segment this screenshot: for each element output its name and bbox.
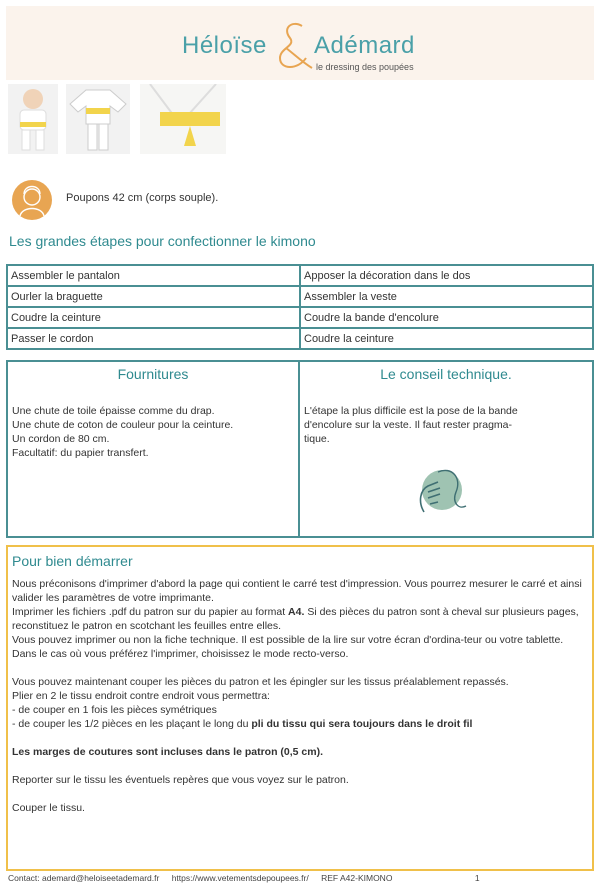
table-row [7, 265, 593, 286]
tip-line: tique. [304, 433, 330, 445]
hand-sewing-icon [408, 462, 472, 522]
footer-url[interactable]: https://www.vetementsdepoupees.fr/ [171, 873, 309, 883]
footer-ref: REF A42-KIMONO [321, 873, 393, 883]
supply-line: Une chute de toile épaisse comme du drap. [12, 405, 215, 417]
steps-table [6, 264, 594, 350]
paragraph: Plier en 2 le tissu endroit contre endroit vous permettra: [12, 690, 270, 702]
brand-name-right: Adémard [314, 32, 415, 59]
ampersand-icon [272, 18, 316, 74]
doll-photo-full [8, 84, 58, 154]
tip-title: Le conseil technique. [380, 366, 512, 382]
getting-started-title: Pour bien démarrer [12, 553, 133, 569]
table-row [7, 286, 593, 307]
text: Si des pièces du patron sont à cheval sur plusieurs pages, reconstituez le patron en scotchant les feuilles entre elles. [12, 606, 579, 632]
tip-line: L'étape la plus difficile est la pose de la bande [304, 405, 518, 417]
paragraph: - de couper en 1 fois les pièces symétriques [12, 704, 217, 716]
step-cell: Apposer la décoration dans le dos [300, 265, 593, 286]
step-cell: Ourler la braguette [7, 286, 300, 307]
table-row [7, 328, 593, 349]
supplies-box [6, 360, 300, 538]
step-cell: Passer le cordon [7, 328, 300, 349]
brand-name-left: Héloïse [182, 32, 267, 59]
step-cell: Assembler le pantalon [7, 265, 300, 286]
steps-title: Les grandes étapes pour confectionner le kimono [9, 233, 316, 249]
supply-line: Facultatif: du papier transfert. [12, 447, 149, 459]
supplies-title: Fournitures [117, 366, 189, 382]
brand-tagline: le dressing des poupées [316, 62, 414, 72]
page-number: 1 [474, 873, 480, 883]
paragraph [12, 605, 586, 633]
text: Imprimer les fichiers .pdf du patron sur du papier au format [12, 606, 286, 618]
footer [8, 873, 490, 883]
paragraph: Couper le tissu. [12, 802, 85, 814]
tip-box [300, 360, 594, 538]
paragraph: Nous préconisons d'imprimer d'abord la page qui contient le carré test d'impression. Vous pourrez mesurer le carré et ainsi valider les paramètres de votre imprimante. [12, 578, 582, 604]
doll-avatar-icon [12, 180, 52, 220]
format-a4: A4. [288, 606, 305, 618]
doll-size-text: Poupons 42 cm (corps souple). [66, 192, 219, 204]
brand-logo[interactable] [182, 26, 432, 76]
step-cell: Coudre la ceinture [300, 328, 593, 349]
step-cell: Coudre la ceinture [7, 307, 300, 328]
tip-line: d'encolure sur la veste. Il faut rester pragma- [304, 419, 513, 431]
paragraph [12, 717, 586, 731]
supply-line: Un cordon de 80 cm. [12, 433, 110, 445]
paragraph: Vous pouvez imprimer ou non la fiche technique. Il est possible de la lire sur votre écran d'ordina-teur ou votre tablette. Dans le cas où vous préférez l'imprimer, choisissez le mode recto-verso. [12, 634, 564, 660]
step-cell: Coudre la bande d'encolure [300, 307, 593, 328]
footer-contact: Contact: ademard@heloiseetademard.fr [8, 873, 160, 883]
getting-started-text [12, 577, 586, 815]
step-cell: Assembler la veste [300, 286, 593, 307]
table-row [7, 307, 593, 328]
supply-line: Une chute de coton de couleur pour la ceinture. [12, 419, 234, 431]
header-banner [6, 6, 594, 80]
paragraph: Vous pouvez maintenant couper les pièces du patron et les épingler sur les tissus préalablement repassés. [12, 676, 509, 688]
paragraph: Les marges de coutures sont incluses dans le patron (0,5 cm). [12, 746, 324, 758]
tip-text [304, 404, 586, 446]
bold-text: pli du tissu qui sera toujours dans le droit fil [251, 718, 473, 730]
paragraph: Reporter sur le tissu les éventuels repères que vous voyez sur le patron. [12, 774, 349, 786]
getting-started-box [6, 545, 594, 871]
kimono-photo [66, 84, 130, 154]
text: - de couper les 1/2 pièces en les plaçant le long du [12, 718, 249, 730]
belt-closeup-photo [140, 84, 226, 154]
supplies-list [12, 404, 292, 460]
